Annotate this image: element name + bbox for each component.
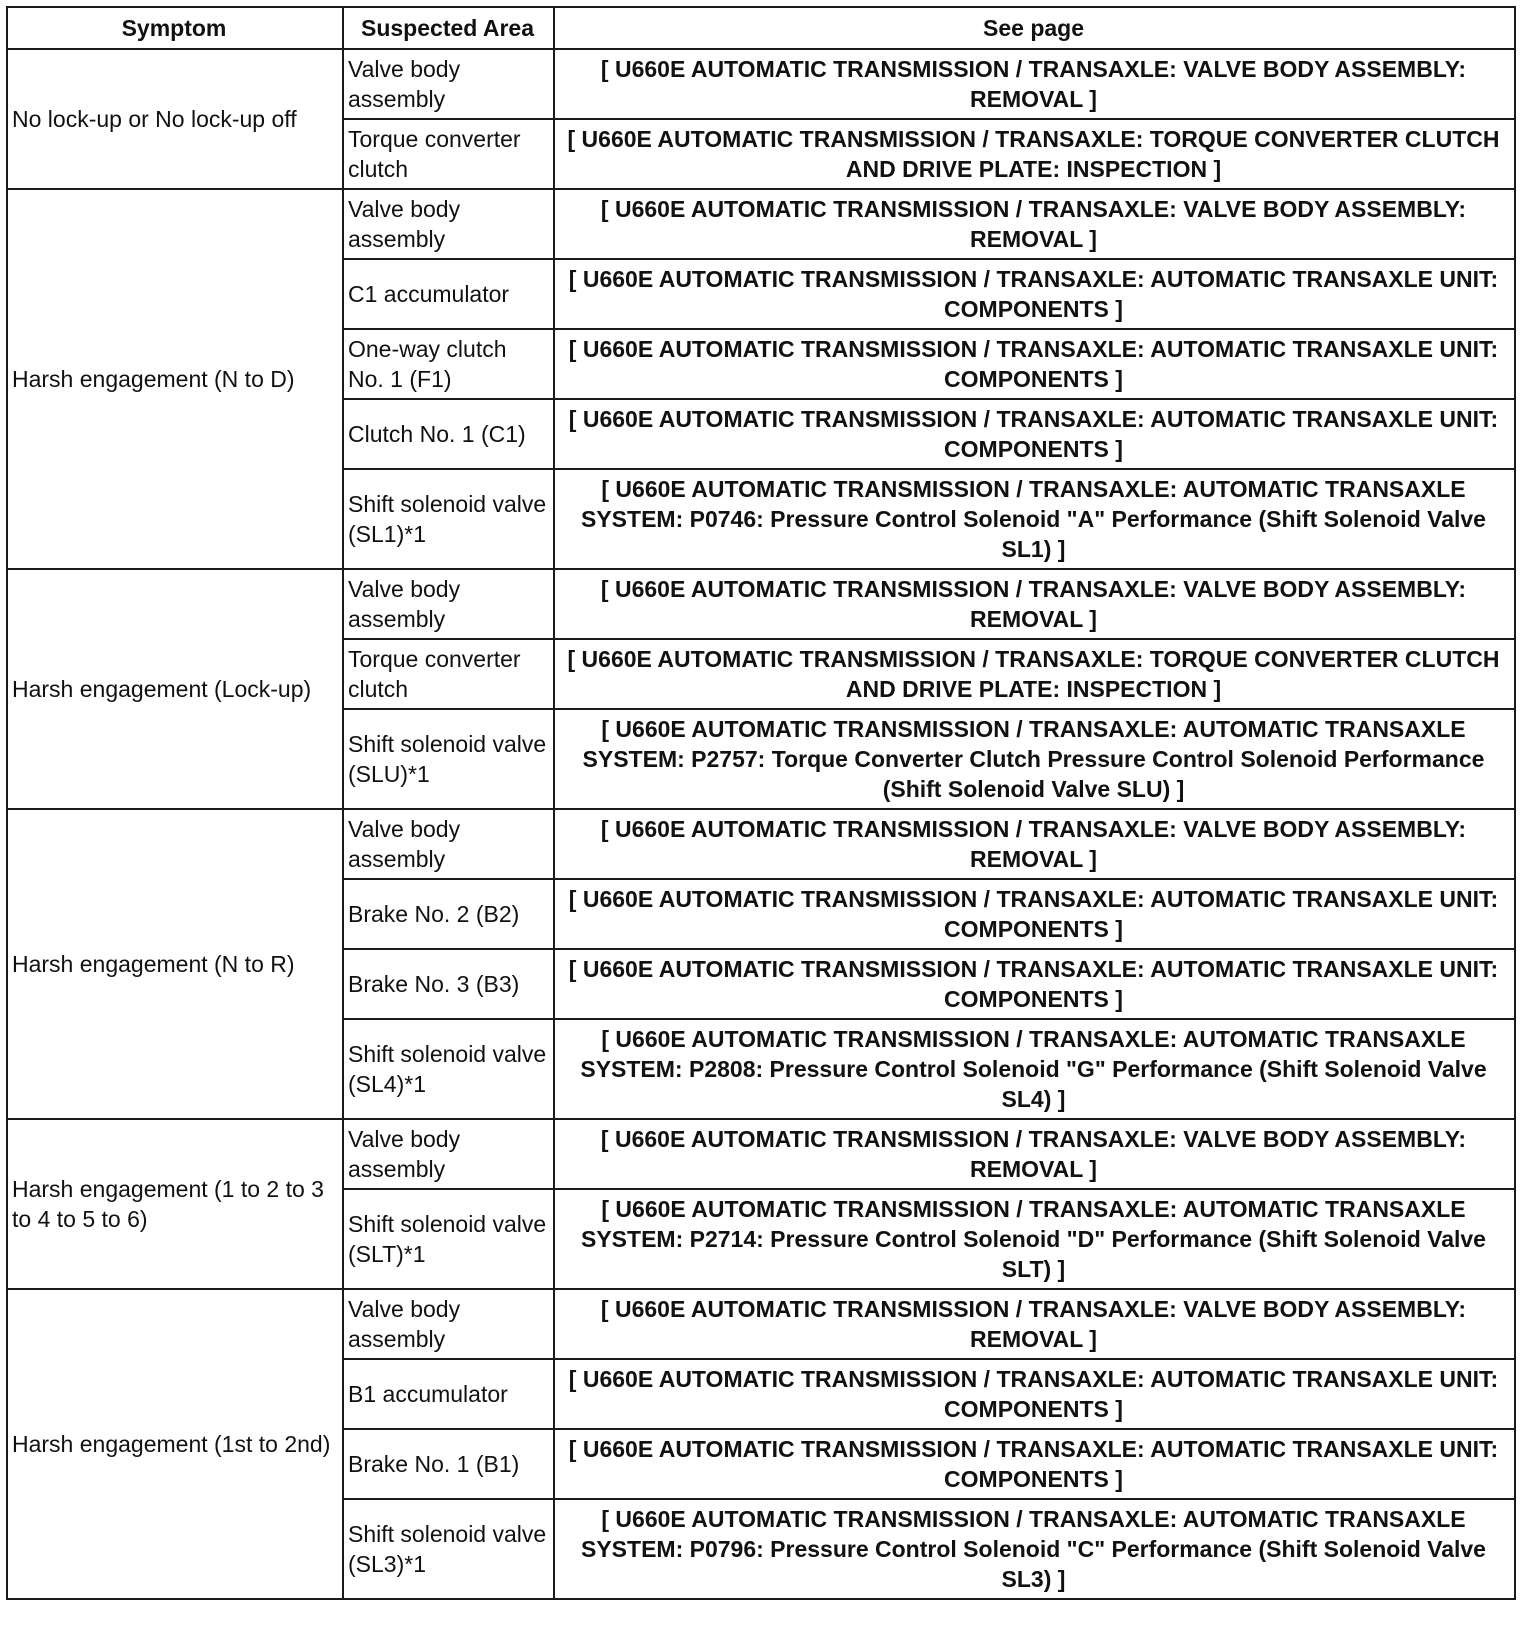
table-row bbox=[7, 1119, 1515, 1189]
see-page-link[interactable]: [ U660E AUTOMATIC TRANSMISSION / TRANSAXLE: AUTOMATIC TRANSAXLE SYSTEM: P0746: Pressure Control Solenoid "A" Performance (Shift Solenoid Valve SL1) ] bbox=[554, 469, 1515, 569]
see-page-link[interactable]: [ U660E AUTOMATIC TRANSMISSION / TRANSAXLE: AUTOMATIC TRANSAXLE UNIT: COMPONENTS ] bbox=[554, 879, 1515, 949]
table-body bbox=[7, 49, 1515, 1599]
header-row bbox=[7, 7, 1515, 49]
table-row bbox=[7, 809, 1515, 879]
suspected-area-cell: Shift solenoid valve (SL3)*1 bbox=[343, 1499, 554, 1599]
see-page-link[interactable]: [ U660E AUTOMATIC TRANSMISSION / TRANSAXLE: VALVE BODY ASSEMBLY: REMOVAL ] bbox=[554, 49, 1515, 119]
see-page-link[interactable]: [ U660E AUTOMATIC TRANSMISSION / TRANSAXLE: VALVE BODY ASSEMBLY: REMOVAL ] bbox=[554, 569, 1515, 639]
suspected-area-cell: Torque converter clutch bbox=[343, 119, 554, 189]
suspected-area-cell: Valve body assembly bbox=[343, 189, 554, 259]
symptom-cell: Harsh engagement (Lock-up) bbox=[7, 569, 343, 809]
see-page-link[interactable]: [ U660E AUTOMATIC TRANSMISSION / TRANSAXLE: TORQUE CONVERTER CLUTCH AND DRIVE PLATE: INSPECTION ] bbox=[554, 119, 1515, 189]
suspected-area-cell: Valve body assembly bbox=[343, 1119, 554, 1189]
see-page-link[interactable]: [ U660E AUTOMATIC TRANSMISSION / TRANSAXLE: AUTOMATIC TRANSAXLE UNIT: COMPONENTS ] bbox=[554, 259, 1515, 329]
symptom-table bbox=[6, 6, 1516, 1600]
table-row bbox=[7, 569, 1515, 639]
suspected-area-cell: Shift solenoid valve (SL1)*1 bbox=[343, 469, 554, 569]
suspected-area-cell: Valve body assembly bbox=[343, 49, 554, 119]
suspected-area-cell: Brake No. 1 (B1) bbox=[343, 1429, 554, 1499]
see-page-link[interactable]: [ U660E AUTOMATIC TRANSMISSION / TRANSAXLE: AUTOMATIC TRANSAXLE SYSTEM: P2808: Pressure Control Solenoid "G" Performance (Shift Solenoid Valve SL4) ] bbox=[554, 1019, 1515, 1119]
see-page-link[interactable]: [ U660E AUTOMATIC TRANSMISSION / TRANSAXLE: AUTOMATIC TRANSAXLE UNIT: COMPONENTS ] bbox=[554, 399, 1515, 469]
see-page-link[interactable]: [ U660E AUTOMATIC TRANSMISSION / TRANSAXLE: VALVE BODY ASSEMBLY: REMOVAL ] bbox=[554, 1289, 1515, 1359]
see-page-link[interactable]: [ U660E AUTOMATIC TRANSMISSION / TRANSAXLE: TORQUE CONVERTER CLUTCH AND DRIVE PLATE: INSPECTION ] bbox=[554, 639, 1515, 709]
suspected-area-cell: Shift solenoid valve (SLT)*1 bbox=[343, 1189, 554, 1289]
symptom-cell: Harsh engagement (N to D) bbox=[7, 189, 343, 569]
see-page-link[interactable]: [ U660E AUTOMATIC TRANSMISSION / TRANSAXLE: VALVE BODY ASSEMBLY: REMOVAL ] bbox=[554, 809, 1515, 879]
see-page-link[interactable]: [ U660E AUTOMATIC TRANSMISSION / TRANSAXLE: AUTOMATIC TRANSAXLE SYSTEM: P2714: Pressure Control Solenoid "D" Performance (Shift Solenoid Valve SLT) ] bbox=[554, 1189, 1515, 1289]
suspected-area-cell: C1 accumulator bbox=[343, 259, 554, 329]
see-page-link[interactable]: [ U660E AUTOMATIC TRANSMISSION / TRANSAXLE: VALVE BODY ASSEMBLY: REMOVAL ] bbox=[554, 1119, 1515, 1189]
suspected-area-cell: Valve body assembly bbox=[343, 809, 554, 879]
suspected-area-cell: Brake No. 2 (B2) bbox=[343, 879, 554, 949]
header-suspected-area: Suspected Area bbox=[343, 7, 554, 49]
see-page-link[interactable]: [ U660E AUTOMATIC TRANSMISSION / TRANSAXLE: AUTOMATIC TRANSAXLE UNIT: COMPONENTS ] bbox=[554, 949, 1515, 1019]
table-row bbox=[7, 49, 1515, 119]
suspected-area-cell: Torque converter clutch bbox=[343, 639, 554, 709]
see-page-link[interactable]: [ U660E AUTOMATIC TRANSMISSION / TRANSAXLE: AUTOMATIC TRANSAXLE SYSTEM: P0796: Pressure Control Solenoid "C" Performance (Shift Solenoid Valve SL3) ] bbox=[554, 1499, 1515, 1599]
table-row bbox=[7, 189, 1515, 259]
symptom-cell: Harsh engagement (N to R) bbox=[7, 809, 343, 1119]
suspected-area-cell: Clutch No. 1 (C1) bbox=[343, 399, 554, 469]
suspected-area-cell: Valve body assembly bbox=[343, 1289, 554, 1359]
suspected-area-cell: One-way clutch No. 1 (F1) bbox=[343, 329, 554, 399]
header-see-page: See page bbox=[554, 7, 1515, 49]
see-page-link[interactable]: [ U660E AUTOMATIC TRANSMISSION / TRANSAXLE: VALVE BODY ASSEMBLY: REMOVAL ] bbox=[554, 189, 1515, 259]
header-symptom: Symptom bbox=[7, 7, 343, 49]
suspected-area-cell: Shift solenoid valve (SLU)*1 bbox=[343, 709, 554, 809]
suspected-area-cell: B1 accumulator bbox=[343, 1359, 554, 1429]
symptom-cell: No lock-up or No lock-up off bbox=[7, 49, 343, 189]
see-page-link[interactable]: [ U660E AUTOMATIC TRANSMISSION / TRANSAXLE: AUTOMATIC TRANSAXLE UNIT: COMPONENTS ] bbox=[554, 329, 1515, 399]
symptom-cell: Harsh engagement (1 to 2 to 3 to 4 to 5 to 6) bbox=[7, 1119, 343, 1289]
see-page-link[interactable]: [ U660E AUTOMATIC TRANSMISSION / TRANSAXLE: AUTOMATIC TRANSAXLE UNIT: COMPONENTS ] bbox=[554, 1359, 1515, 1429]
see-page-link[interactable]: [ U660E AUTOMATIC TRANSMISSION / TRANSAXLE: AUTOMATIC TRANSAXLE UNIT: COMPONENTS ] bbox=[554, 1429, 1515, 1499]
see-page-link[interactable]: [ U660E AUTOMATIC TRANSMISSION / TRANSAXLE: AUTOMATIC TRANSAXLE SYSTEM: P2757: Torque Converter Clutch Pressure Control Solenoid Performance (Shift Solenoid Valve SLU) ] bbox=[554, 709, 1515, 809]
suspected-area-cell: Brake No. 3 (B3) bbox=[343, 949, 554, 1019]
suspected-area-cell: Valve body assembly bbox=[343, 569, 554, 639]
table-header bbox=[7, 7, 1515, 49]
symptom-cell: Harsh engagement (1st to 2nd) bbox=[7, 1289, 343, 1599]
table-row bbox=[7, 1289, 1515, 1359]
suspected-area-cell: Shift solenoid valve (SL4)*1 bbox=[343, 1019, 554, 1119]
